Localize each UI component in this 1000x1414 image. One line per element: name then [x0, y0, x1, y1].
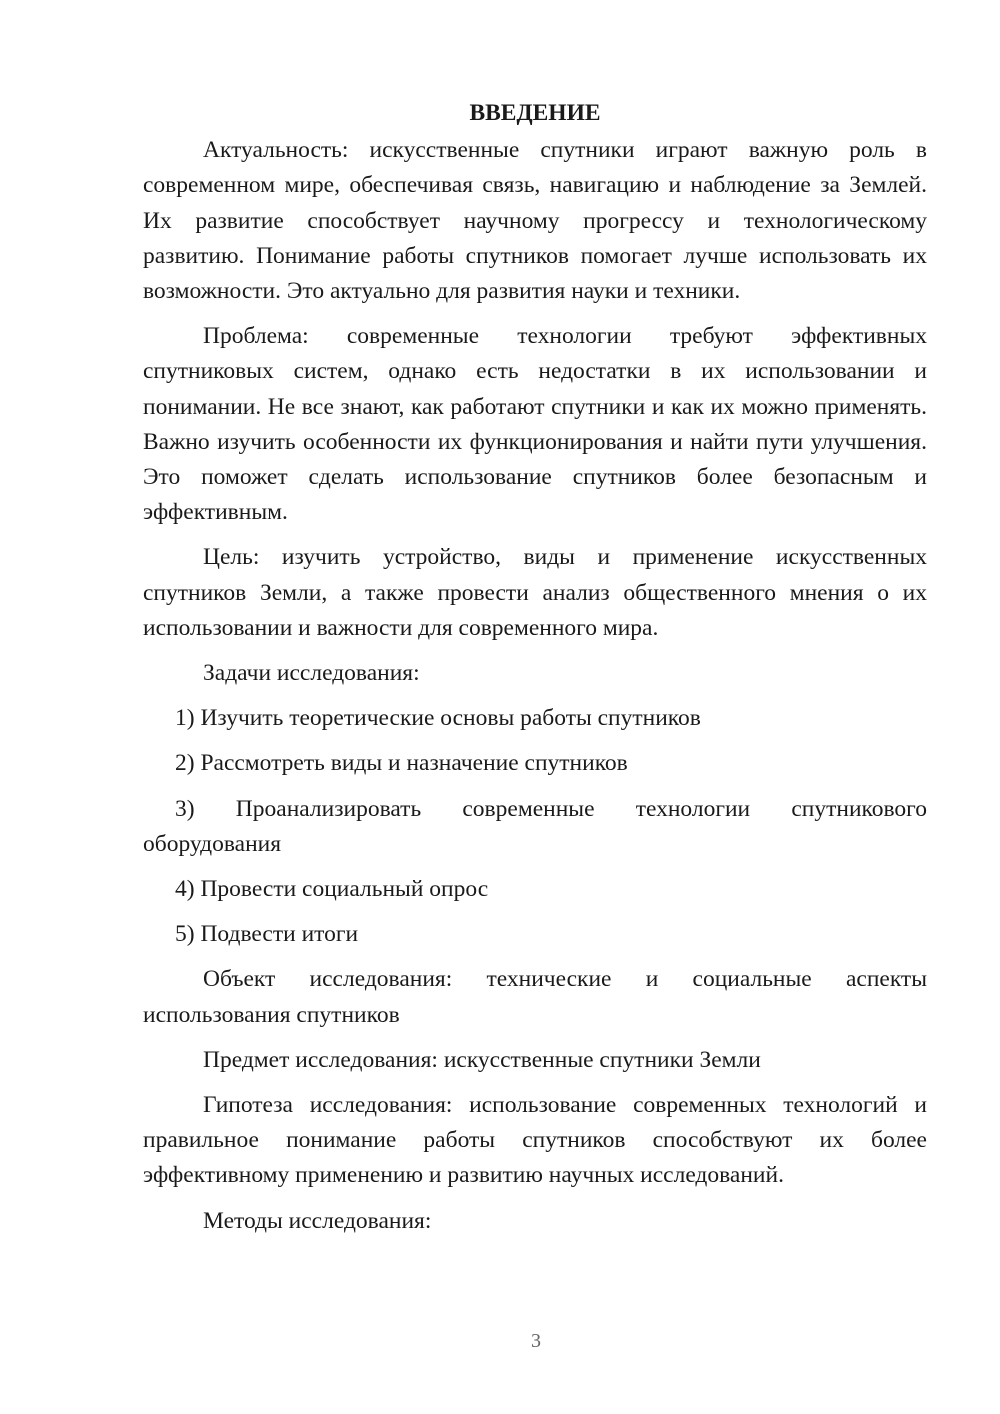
task-item-4: 4) Провести социальный опрос	[175, 876, 489, 903]
relevance-paragraph: Актуальность: искусственные спутники играют важную роль в современном мире, обеспечивая связь, навигацию и наблюдение за Землей. Их развитие способствует научному прогрессу и технологическому развитию. Понимание работы спутников помогает лучше использовать их возможности. Это актуально для развития науки и техники.	[143, 137, 927, 305]
hypothesis-paragraph: Гипотеза исследования: использование современных технологий и правильное понимание работы спутников способствуют их более эффективному применению и развитию научных исследований.	[143, 1092, 927, 1189]
problem-paragraph: Проблема: современные технологии требуют эффективных спутниковых систем, однако есть недостатки в их использовании и понимании. Не все знают, как работают спутники и как их можно применять. Важно изучить особенности их функционирования и найти пути улучшения. Это поможет сделать использование спутников более безопасным и эффективным.	[143, 323, 927, 526]
page-number: 3	[531, 1330, 541, 1352]
goal-paragraph: Цель: изучить устройство, виды и применение искусственных спутников Земли, а также провести анализ общественного мнения о их использовании и важности для современного мира.	[143, 544, 927, 641]
document-page	[143, 96, 927, 1249]
methods-title: Методы исследования:	[203, 1207, 432, 1234]
task-item-3: 3) Проанализировать современные технологии спутникового оборудования	[143, 795, 927, 857]
tasks-title: Задачи исследования:	[203, 660, 420, 687]
task-item-1: 1) Изучить теоретические основы работы спутников	[175, 705, 701, 732]
task-item-2: 2) Рассмотреть виды и назначение спутников	[175, 750, 628, 777]
subject-paragraph: Предмет исследования: искусственные спутники Земли	[203, 1046, 761, 1073]
task-item-5: 5) Подвести итоги	[175, 921, 359, 948]
section-heading: ВВЕДЕНИЕ	[469, 100, 601, 126]
object-paragraph: Объект исследования: технические и социальные аспекты использования спутников	[143, 966, 927, 1028]
